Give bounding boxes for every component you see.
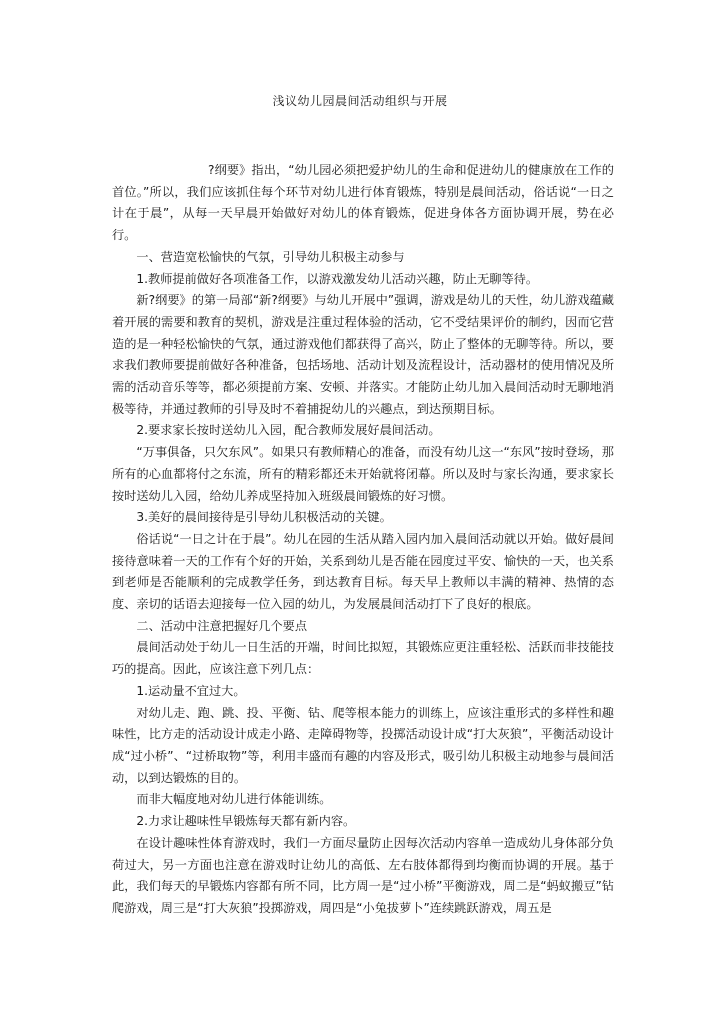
paragraph: 俗话说“一日之计在于晨”。幼儿在园的生活从踏入园内加入晨间活动就以开始。做好晨间接待意味着一天的工作有个好的开始，关系到幼儿是否能在园度过平安、愉快的一天，也关系到老师是否能顺利的完成教学任务，到达教育目标。每天早上教师以丰满的精神、热情的态度、亲切的话语去迎接每一位入园的幼儿，为发展晨间活动打下了良好的根底。: [112, 531, 614, 612]
subsection-heading: 2.要求家长按时送幼儿入园，配合教师发展好晨间活动。: [136, 423, 441, 438]
document-title: 浅议幼儿园晨间活动组织与开展: [272, 94, 448, 108]
section-heading: 二、活动中注意把握好几个要点: [136, 618, 308, 633]
subsection-heading: 3.美好的晨间接待是引导幼儿积极活动的关键。: [136, 510, 392, 525]
subsection-heading: 2.力求让趣味性早锻炼每天都有新内容。: [136, 814, 356, 829]
document-body: [112, 160, 614, 920]
paragraph: 新?纲要》的第一局部“新?纲要》与幼儿开展中”强调，游戏是幼儿的天性，幼儿游戏蕴藏着开展的需要和教育的契机，游戏是注重过程体验的活动，它不受结果评价的制约，因而它营造的是一种轻松愉快的气氛，通过游戏他们都获得了高兴，防止了整体的无聊等待。所以，要求我们教师要提前做好各种准备，包括场地、活动计划及流程设计，活动器材的使用情况及所需的活动音乐等等，都必须提前方案、安顿、并落实。才能防止幼儿加入晨间活动时无聊地消极等待，并通过教师的引导及时不着捕捉幼儿的兴趣点，到达预期目标。: [112, 293, 614, 416]
paragraph: “万事俱备，只欠东风”。如果只有教师精心的准备，而没有幼儿这一“东风”按时登场，那所有的心血都将付之东流，所有的精彩都还未开始就将闭幕。所以及时与家长沟通，要求家长按时送幼儿入园，给幼儿养成坚持加入班级晨间锻炼的好习惯。: [112, 445, 614, 503]
subsection-heading: 1.运动量不宜过大。: [136, 683, 246, 698]
paragraph: ?纲要》指出，“幼儿园必须把爱护幼儿的生命和促进幼儿的健康放在工作的首位。”所以，我们应该抓住每个环节对幼儿进行体育锻炼，特别是晨间活动，俗话说“一日之计在于晨”，从每一天早晨开始做好对幼儿的体育锻炼，促进身体各方面协调开展，势在必行。: [112, 163, 614, 243]
paragraph: 对幼儿走、跑、跳、投、平衡、钻、爬等根本能力的训练上，应该注重形式的多样性和趣味性，比方走的活动设计成走小路、走障碍物等，投掷活动设计成“打大灰狼”，平衡活动设计成“过小桥”、“过桥取物”等，利用丰盛而有趣的内容及形式，吸引幼儿积极主动地参与晨间活动，以到达锻炼的目的。: [112, 705, 614, 785]
paragraph: 在设计趣味性体育游戏时，我们一方面尽量防止因每次活动内容单一造成幼儿身体部分负荷过大，另一方面也注意在游戏时让幼儿的高低、左右肢体都得到均衡而协调的开展。基于此，我们每天的早锻炼内容都有所不同，比方周一是“过小桥”平衡游戏，周二是“蚂蚁搬豆”钻爬游戏，周三是“打大灰狼”投掷游戏，周四是“小兔拔萝卜”连续跳跃游戏，周五是: [112, 835, 614, 915]
paragraph: 而非大幅度地对幼儿进行体能训练。: [136, 792, 332, 807]
subsection-heading: 1.教师提前做好各项准备工作，以游戏激发幼儿活动兴趣，防止无聊等待。: [136, 271, 539, 286]
paragraph: 晨间活动处于幼儿一日生活的开端，时间比拟短，其锻炼应更注重轻松、活跃而非技能技巧的提高。因此，应该注意下列几点：: [112, 640, 614, 677]
section-heading: 一、营造宽松愉快的气氛，引导幼儿积极主动参与: [136, 249, 405, 264]
